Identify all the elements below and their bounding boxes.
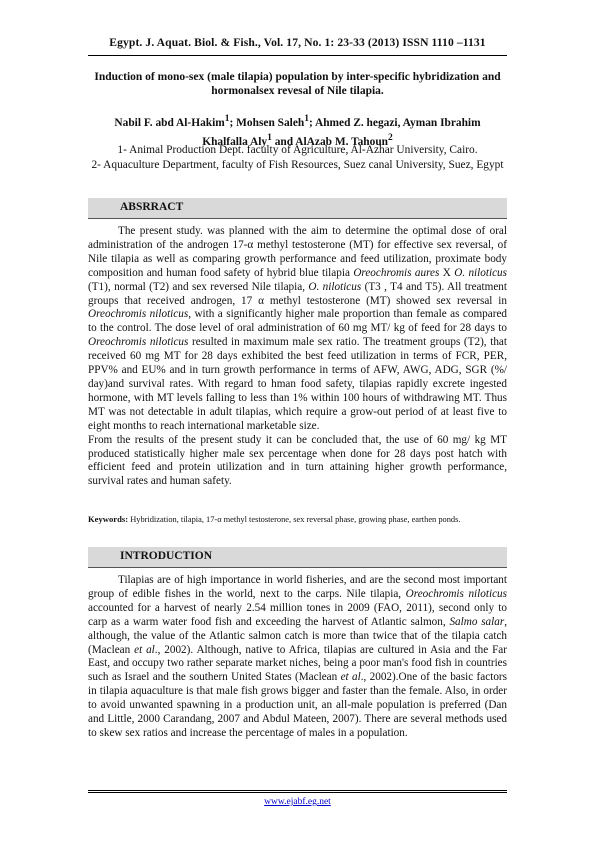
introduction-heading-bar [88, 547, 507, 568]
text-run: ., 2002).One of the basic factors in tilapia aquaculture is that male fish grows bigger and faster than the female. Also, in order to avoid unwanted spawning in a production unit, an all-male population is preferred (Dan and Little, 2000 Carandang, 2007 and Abdul Mateen, 2007). There are several methods used to skew sex ratios and increase the percentage of males in a population. [88, 671, 507, 739]
introduction-paragraph-1 [88, 574, 507, 741]
text-run: ., 2002). Although, native to Africa, tilapias are cultured in Asia and the Far East, and occupy two rather separate market niches, being a poor man's food fish in countries such as Israel and the southern United States (Maclean [88, 643, 507, 684]
abstract-paragraph-2: From the results of the present study it can be concluded that, the use of 60 mg/ kg MT produced statistically higher male sex percentage when done for 28 days post hatch with efficient feed and protein utilization and in turn attaining higher growth performance, survival rates and human safety. [88, 433, 507, 488]
text-run: , although, the value of the Atlantic salmon catch is more than twice that of the tilapia catch (Maclean [88, 615, 507, 656]
text-run: X [439, 266, 455, 279]
species-name: Oreochromis niloticus [88, 308, 189, 321]
species-name: Oreochromis niloticus [88, 336, 189, 349]
abstract-heading-bar [88, 198, 507, 219]
species-name: Oreochromis aures [353, 266, 440, 279]
author-affiliation-mark: 2 [388, 132, 393, 143]
text-run: (T3 , T4 and T5). All treatment groups that received androgen, 17 α methyl testosterone (MT) showed sex reversal in [88, 280, 507, 307]
author-name: Nabil F. abd Al-Hakim [114, 116, 225, 129]
author-affiliation-mark: 1 [267, 132, 272, 143]
text-run: accounted for a harvest of nearly 2.54 million tones in 2009 (FAO, 2011), second only to carp as a warm water food fish and exceeding the harvest of Atlantic salmon, [88, 601, 507, 628]
header-rule [88, 55, 507, 56]
citation-etal: et al [340, 671, 361, 684]
species-name: O. niloticus [308, 280, 362, 293]
author-name: ; Mohsen Saleh [229, 116, 305, 129]
abstract-heading: ABSRRACT [120, 201, 184, 213]
journal-website-link[interactable]: www.ejabf.eg.net [264, 797, 331, 807]
keywords [88, 514, 507, 525]
introduction-body [88, 574, 507, 741]
abstract-body [88, 225, 507, 489]
author-affiliation-mark: 1 [304, 114, 309, 124]
affiliations [90, 143, 505, 172]
text-run: (T1), normal (T2) and sex reversed Nile tilapia, [88, 280, 309, 293]
text-run: , with a significantly higher male proportion than female as compared to the control. The dose level of oral administration of 60 mg MT/ kg of feed for 28 days to [88, 308, 507, 335]
author-affiliation-mark: 1 [224, 114, 230, 124]
introduction-heading: INTRODUCTION [120, 550, 213, 562]
affiliation-1: 1- Animal Production Dept. faculty of Agriculture, Al-Azhar University, Cairo. [117, 144, 478, 156]
author-name: ; Ahmed Z. hegazi, Ayman Ibrahim Khalfalla Aly [202, 116, 481, 148]
abstract-paragraph-1 [88, 225, 507, 434]
species-name: Oreochromis niloticus [405, 587, 507, 600]
species-name: O. niloticus [454, 266, 507, 279]
citation-etal: et al [134, 643, 155, 656]
keywords-list: Hybridization, tilapia, 17-α methyl testosterone, sex reversal phase, growing phase, earthen ponds. [128, 515, 461, 524]
text-run: Tilapias are of high importance in world fisheries, and are the second most important group of edible fishes in the world, next to the carps. Nile tilapia, [88, 574, 507, 600]
affiliation-2: 2- Aquaculture Department, faculty of Fish Resources, Suez canal University, Suez, Egypt [91, 158, 504, 171]
keywords-label: Keywords: [88, 514, 129, 524]
paper-title: Induction of mono-sex (male tilapia) population by inter-specific hybridization and hormonalsex revesal of Nile tilapia. [94, 71, 501, 97]
journal-header: Egypt. J. Aquat. Biol. & Fish., Vol. 17, No. 1: 23-33 (2013) ISSN 1110 –1131 [109, 36, 486, 49]
footer-rule [88, 790, 507, 793]
species-name: Salmo salar [449, 615, 505, 628]
text-run: resulted in maximum male sex ratio. The treatment groups (T2), that received 60 mg MT for 28 days exhibited the best feed utilization in terms of FCR, PER, PPV% and EU% and in turn growth performance in terms of AFW, AWG, ADG, SGR (%/ day)and survival rates. With regard to hman food safety, tilapias rapidly excrete ingested hormone, with MT levels falling to less than 1% within 100 hours of withdrawing MT. Thus MT was not detectable in adult tilapias, which require a grow-out period of at least five to eight months to reach international marketable size. [88, 336, 507, 432]
author-name: and AlAzab M. Tahoun [271, 135, 389, 148]
text-run: The present study. was planned with the aim to determine the optimal dose of oral administration of the androgen 17-α methyl testosterone (MT) for effective sex reversal, of Nile tilapia as well as comparing growth performance and feed utilization, proximate body composition and human food safety of hybrid blue tilapia [88, 225, 507, 279]
